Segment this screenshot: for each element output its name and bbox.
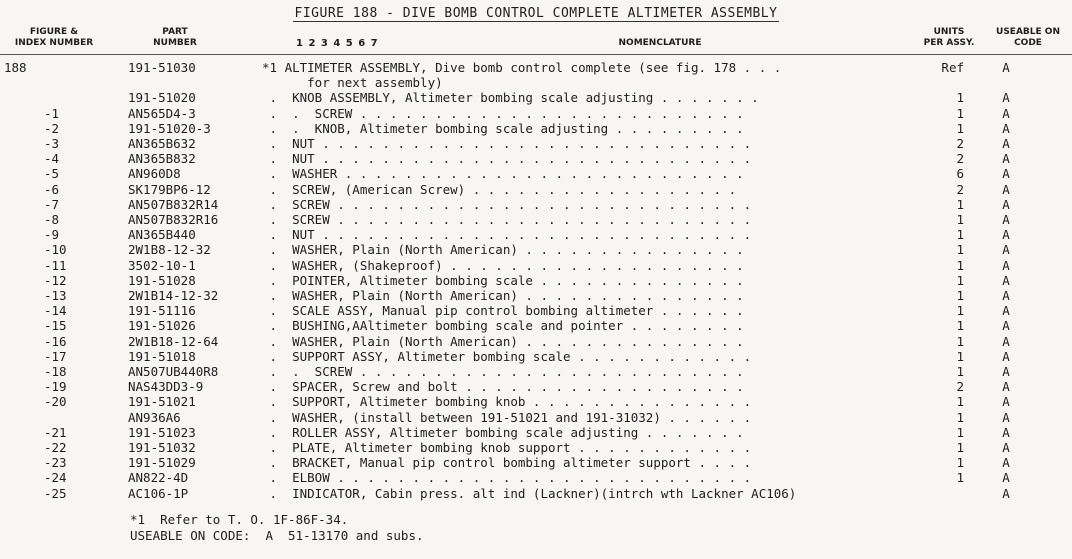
part-number: 191-51029 <box>128 455 196 471</box>
table-row <box>0 425 1072 440</box>
index-number: -3 <box>44 136 60 151</box>
part-number: 191-51030 <box>128 60 196 75</box>
nomenclature: . SCREW . . . . . . . . . . . . . . . . . . . . . . . . . . . . <box>262 196 752 212</box>
table-row <box>0 486 1072 501</box>
nomenclature: . SCALE ASSY, Manual pip control bombing altimeter . . . . . . <box>262 303 744 319</box>
part-number: AN365B832 <box>128 151 196 167</box>
useable-code: A <box>1002 166 1010 182</box>
nomenclature: . PLATE, Altimeter bombing knob support . . . . . . . . . . . . <box>262 440 752 455</box>
useable-code: A <box>1002 455 1010 471</box>
part-number: AN365B632 <box>128 136 196 151</box>
part-number: 191-51028 <box>128 272 196 288</box>
table-row <box>0 90 1072 105</box>
header-useable-on-code: USEABLE ON CODE <box>996 27 1060 48</box>
footnote: *1 Refer to T. O. 1F-86F-34. <box>130 512 349 527</box>
useable-code: A <box>1002 470 1010 486</box>
useable-code: A <box>1002 212 1010 227</box>
index-number: -25 <box>44 485 67 501</box>
nomenclature: . WASHER, (Shakeproof) . . . . . . . . . . . . . . . . . . . . <box>262 257 744 273</box>
table-row <box>0 440 1072 455</box>
index-number: -4 <box>44 151 60 167</box>
index-number: 188 <box>4 60 27 75</box>
index-number: -2 <box>44 120 60 136</box>
index-number: -21 <box>44 424 67 440</box>
header-units-per-assy: UNITS PER ASSY. <box>923 27 975 48</box>
units-per-assy: 1 <box>956 120 964 136</box>
units-per-assy: 1 <box>956 409 964 425</box>
table-row <box>0 379 1072 394</box>
table-row <box>0 182 1072 197</box>
useable-on-code-note: USEABLE ON CODE: A 51-13170 and subs. <box>130 528 424 543</box>
useable-code: A <box>1002 318 1010 334</box>
nomenclature: . WASHER, Plain (North American) . . . . . . . . . . . . . . . <box>262 288 744 303</box>
table-row <box>0 410 1072 425</box>
index-number: -22 <box>44 440 67 455</box>
useable-code: A <box>1002 379 1010 395</box>
table-row <box>0 242 1072 257</box>
index-number: -24 <box>44 470 67 486</box>
table-row <box>0 258 1072 273</box>
units-per-assy: 1 <box>956 212 964 227</box>
part-number: 191-51026 <box>128 318 196 334</box>
nomenclature: . WASHER . . . . . . . . . . . . . . . . . . . . . . . . . . . <box>262 166 744 182</box>
part-number: 3502-10-1 <box>128 257 196 273</box>
units-per-assy: 1 <box>956 424 964 440</box>
nomenclature: . . KNOB, Altimeter bombing scale adjusting . . . . . . . . . <box>262 120 744 136</box>
useable-code: A <box>1002 303 1010 319</box>
useable-code: A <box>1002 288 1010 303</box>
table-row <box>0 75 1072 90</box>
header-nomenclature: NOMENCLATURE <box>618 38 702 48</box>
useable-code: A <box>1002 440 1010 455</box>
index-number: -7 <box>44 196 60 212</box>
units-per-assy: 1 <box>956 440 964 455</box>
part-number: 191-51116 <box>128 303 196 319</box>
nomenclature: . SCREW, (American Screw) . . . . . . . . . . . . . . . . . . <box>262 181 737 197</box>
useable-code: A <box>1002 424 1010 440</box>
table-row <box>0 197 1072 212</box>
nomenclature: *1 ALTIMETER ASSEMBLY, Dive bomb control complete (see fig. 178 . . . <box>262 60 789 75</box>
table-row <box>0 273 1072 288</box>
nomenclature: . WASHER, Plain (North American) . . . . . . . . . . . . . . . <box>262 242 744 258</box>
header-rule <box>0 54 1072 55</box>
part-number: 191-51032 <box>128 440 196 455</box>
table-row <box>0 166 1072 181</box>
units-per-assy: 2 <box>956 181 964 197</box>
units-per-assy: 1 <box>956 242 964 258</box>
useable-code: A <box>1002 120 1010 136</box>
units-per-assy: 2 <box>956 379 964 395</box>
units-per-assy: 1 <box>956 196 964 212</box>
part-number: AN365B440 <box>128 227 196 243</box>
nomenclature: . INDICATOR, Cabin press. alt ind (Lackner)(intrch wth Lackner AC106) <box>262 485 797 501</box>
nomenclature: . SUPPORT, Altimeter bombing knob . . . . . . . . . . . . . . . <box>262 394 752 410</box>
useable-code: A <box>1002 394 1010 410</box>
table-row <box>0 60 1072 75</box>
index-number: -9 <box>44 227 60 243</box>
table-row <box>0 349 1072 364</box>
part-number: 191-51020 <box>128 90 196 106</box>
index-number: -14 <box>44 303 67 319</box>
part-number: AN507B832R14 <box>128 196 219 212</box>
header-figure-index: FIGURE & INDEX NUMBER <box>14 27 94 48</box>
useable-code: A <box>1002 196 1010 212</box>
useable-code: A <box>1002 242 1010 258</box>
table-row <box>0 288 1072 303</box>
index-number: -19 <box>44 379 67 395</box>
part-number: 2W1B14-12-32 <box>128 288 219 303</box>
part-number: 191-51020-3 <box>128 120 211 136</box>
part-number: AN507B832R16 <box>128 212 219 227</box>
figure-title: FIGURE 188 - DIVE BOMB CONTROL COMPLETE ALTIMETER ASSEMBLY <box>294 6 778 21</box>
index-number: -18 <box>44 364 67 379</box>
units-per-assy: 1 <box>956 90 964 106</box>
units-per-assy: 1 <box>956 318 964 334</box>
nomenclature: . SUPPORT ASSY, Altimeter bombing scale . . . . . . . . . . . . <box>262 348 752 364</box>
table-row <box>0 227 1072 242</box>
nomenclature: . . SCREW . . . . . . . . . . . . . . . . . . . . . . . . . . <box>262 364 744 379</box>
part-number: 2W1B18-12-64 <box>128 333 219 349</box>
useable-code: A <box>1002 333 1010 349</box>
part-number: AC106-1P <box>128 485 189 501</box>
nomenclature: . ELBOW . . . . . . . . . . . . . . . . . . . . . . . . . . . . <box>262 470 752 486</box>
nomenclature: . ROLLER ASSY, Altimeter bombing scale adjusting . . . . . . . <box>262 424 744 440</box>
part-number: SK179BP6-12 <box>128 181 211 197</box>
nomenclature: . WASHER, Plain (North American) . . . . . . . . . . . . . . . <box>262 333 744 349</box>
units-per-assy: 1 <box>956 333 964 349</box>
index-number: -8 <box>44 212 60 227</box>
table-row <box>0 106 1072 121</box>
useable-code: A <box>1002 348 1010 364</box>
nomenclature: . SPACER, Screw and bolt . . . . . . . . . . . . . . . . . . . <box>262 379 744 395</box>
index-number: -6 <box>44 181 60 197</box>
nomenclature: . BUSHING,AAltimeter bombing scale and pointer . . . . . . . . <box>262 318 744 334</box>
part-number: AN565D4-3 <box>128 105 196 121</box>
useable-code: A <box>1002 105 1010 121</box>
table-row <box>0 364 1072 379</box>
part-number: 191-51018 <box>128 348 196 364</box>
useable-code: A <box>1002 409 1010 425</box>
part-number: 191-51021 <box>128 394 196 410</box>
units-per-assy: 6 <box>956 166 964 182</box>
useable-code: A <box>1002 227 1010 243</box>
table-row <box>0 455 1072 470</box>
nomenclature: . NUT . . . . . . . . . . . . . . . . . . . . . . . . . . . . . <box>262 136 752 151</box>
nomenclature: . POINTER, Altimeter bombing scale . . . . . . . . . . . . . . <box>262 272 744 288</box>
useable-code: A <box>1002 257 1010 273</box>
units-per-assy: 2 <box>956 136 964 151</box>
part-number: AN822-4D <box>128 470 189 486</box>
table-row <box>0 394 1072 409</box>
table-row <box>0 151 1072 166</box>
nomenclature: . NUT . . . . . . . . . . . . . . . . . . . . . . . . . . . . . <box>262 151 752 167</box>
table-row <box>0 334 1072 349</box>
header-part-number: PART NUMBER <box>153 27 197 48</box>
nomenclature: . WASHER, (install between 191-51021 and 191-31032) . . . . . . <box>262 409 752 425</box>
part-number: AN960D8 <box>128 166 181 182</box>
index-number: -13 <box>44 288 67 303</box>
index-number: -20 <box>44 394 67 410</box>
table-row <box>0 136 1072 151</box>
units-per-assy: 1 <box>956 394 964 410</box>
table-row <box>0 318 1072 333</box>
index-number: -5 <box>44 166 60 182</box>
useable-code: A <box>1002 90 1010 106</box>
nomenclature: . . SCREW . . . . . . . . . . . . . . . . . . . . . . . . . . <box>262 105 744 121</box>
index-number: -15 <box>44 318 67 334</box>
part-number: AN507UB440R8 <box>128 364 219 379</box>
units-per-assy: 2 <box>956 151 964 167</box>
units-per-assy: 1 <box>956 105 964 121</box>
index-number: -23 <box>44 455 67 471</box>
useable-code: A <box>1002 485 1010 501</box>
units-per-assy: 1 <box>956 364 964 379</box>
part-number: 2W1B8-12-32 <box>128 242 211 258</box>
index-number: -12 <box>44 272 67 288</box>
nomenclature: . BRACKET, Manual pip control bombing altimeter support . . . . <box>262 455 752 471</box>
nomenclature: . SCREW . . . . . . . . . . . . . . . . . . . . . . . . . . . . <box>262 212 752 227</box>
part-number: 191-51023 <box>128 424 196 440</box>
useable-code: A <box>1002 272 1010 288</box>
units-per-assy: 1 <box>956 470 964 486</box>
part-number: AN936A6 <box>128 409 181 425</box>
part-number: NAS43DD3-9 <box>128 379 204 395</box>
index-number: -11 <box>44 257 67 273</box>
units-per-assy: 1 <box>956 272 964 288</box>
table-row <box>0 303 1072 318</box>
useable-code: A <box>1002 136 1010 151</box>
nomenclature: for next assembly) <box>262 75 443 91</box>
index-number: -1 <box>44 105 60 121</box>
useable-code: A <box>1002 364 1010 379</box>
index-number: -10 <box>44 242 67 258</box>
nomenclature: . NUT . . . . . . . . . . . . . . . . . . . . . . . . . . . . . <box>262 227 752 243</box>
units-per-assy: 1 <box>956 227 964 243</box>
units-per-assy: Ref <box>941 60 964 75</box>
units-per-assy: 1 <box>956 303 964 319</box>
nomenclature: . KNOB ASSEMBLY, Altimeter bombing scale adjusting . . . . . . . <box>262 90 759 106</box>
units-per-assy: 1 <box>956 257 964 273</box>
useable-code: A <box>1002 151 1010 167</box>
header-indent-levels: 1 2 3 4 5 6 7 <box>296 38 379 49</box>
useable-code: A <box>1002 181 1010 197</box>
units-per-assy: 1 <box>956 455 964 471</box>
table-row <box>0 470 1072 485</box>
useable-code: A <box>1002 60 1010 75</box>
table-row <box>0 121 1072 136</box>
index-number: -16 <box>44 333 67 349</box>
index-number: -17 <box>44 348 67 364</box>
units-per-assy: 1 <box>956 288 964 303</box>
table-row <box>0 212 1072 227</box>
units-per-assy: 1 <box>956 348 964 364</box>
